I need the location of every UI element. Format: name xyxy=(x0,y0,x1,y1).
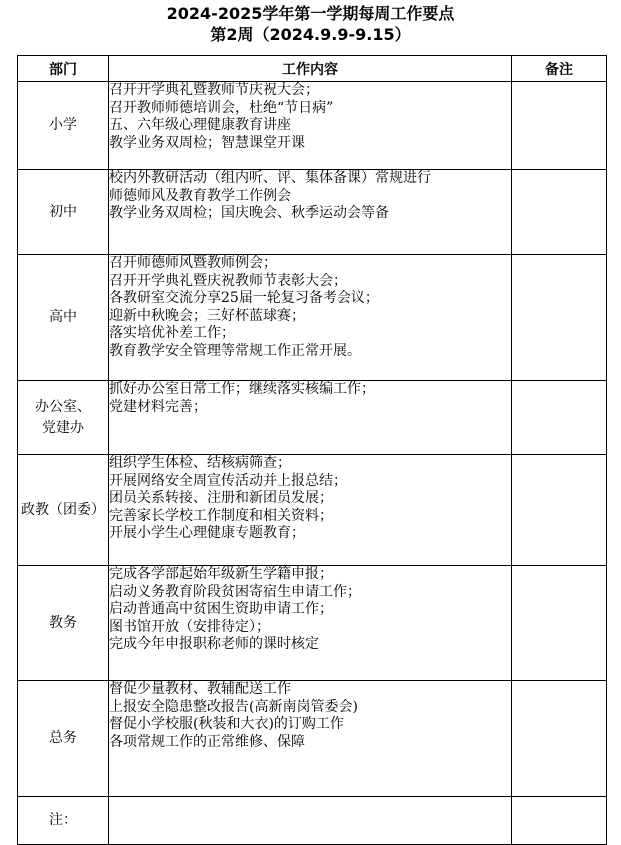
department-name: 高中 xyxy=(49,309,77,325)
department-cell xyxy=(18,566,109,681)
work-item: 各教研室交流分享25届一轮复习备考会议； xyxy=(109,290,379,306)
department-name: 政教（团委） xyxy=(21,501,105,518)
work-item: 组织学生体检、结核病筛查； xyxy=(109,455,291,471)
work-item: 教学业务双周检；智慧课堂开课 xyxy=(109,134,305,151)
work-item: 团员关系转接、注册和新团员发展； xyxy=(109,490,333,506)
work-item: 启动义务教育阶段贫困寄宿生申请工作； xyxy=(109,583,361,600)
remark-cell xyxy=(512,381,607,455)
header-remarks: 备注 xyxy=(512,56,607,82)
note-label: 注： xyxy=(18,797,109,845)
work-item: 完善家长学校工作制度和相关资料； xyxy=(109,507,333,524)
work-item: 教育教学安全管理等常规工作正常开展。 xyxy=(109,342,361,359)
work-item: 迎新中秋晚会；三好杯蓝球赛； xyxy=(109,307,305,324)
work-item: 图书馆开放（安排待定）； xyxy=(109,618,270,635)
header-content: 工作内容 xyxy=(109,56,512,82)
work-item: 落实培优补差工作； xyxy=(109,325,235,341)
table-row xyxy=(18,255,607,381)
work-item: 召开教师师德培训会，杜绝“节日病” xyxy=(109,99,334,116)
page-title: 2024-2025学年第一学期每周工作要点 xyxy=(166,4,455,23)
department-name: 初中 xyxy=(49,203,77,220)
work-item: 完成今年申报职称老师的课时核定 xyxy=(109,636,319,652)
work-item: 抓好办公室日常工作；继续落实核编工作； xyxy=(109,381,375,397)
work-item: 校内外教研活动（组内听、评、集体备课）常规进行 xyxy=(109,170,431,186)
work-item: 教学业务双周检；国庆晚会、秋季运动会等备 xyxy=(109,205,389,221)
table-row xyxy=(18,82,607,170)
work-item: 完成各学部起始年级新生学籍申报； xyxy=(109,566,333,582)
department-name: 办公室、 xyxy=(35,398,91,415)
work-content-cell xyxy=(109,170,512,255)
remark-cell xyxy=(512,255,607,381)
work-item: 开展网络安全周宣传活动并上报总结； xyxy=(109,472,347,489)
work-item: 召开开学典礼暨庆祝教师节表彰大会； xyxy=(109,272,347,289)
header-department: 部门 xyxy=(18,56,109,82)
table-row xyxy=(18,381,607,455)
table-header-row xyxy=(18,56,607,82)
work-item: 各项常规工作的正常维修、保障 xyxy=(109,733,305,750)
work-content-cell xyxy=(109,681,512,797)
department-name: 小学 xyxy=(49,117,77,133)
table-row xyxy=(18,170,607,255)
work-content-cell xyxy=(109,381,512,455)
remark-cell xyxy=(512,455,607,566)
table-row xyxy=(18,681,607,797)
work-item: 上报安全隐患整改报告(高新南岗管委会) xyxy=(109,698,358,715)
work-item: 五、六年级心理健康教育讲座 xyxy=(109,117,291,133)
work-item: 启动普通高中贫困生资助申请工作； xyxy=(109,601,333,617)
department-cell xyxy=(18,255,109,381)
department-name: 教务 xyxy=(49,614,77,631)
work-item: 督促少量教材、教辅配送工作 xyxy=(109,681,291,697)
department-cell xyxy=(18,170,109,255)
work-item: 师德师风及教育教学工作例会 xyxy=(109,187,291,204)
department-cell xyxy=(18,381,109,455)
work-item: 开展小学生心理健康专题教育； xyxy=(109,525,305,541)
remark-cell xyxy=(512,681,607,797)
note-remark-cell xyxy=(512,797,607,845)
table-row xyxy=(18,455,607,566)
work-item: 召开开学典礼暨教师节庆祝大会； xyxy=(109,82,319,98)
work-content-cell xyxy=(109,566,512,681)
remark-cell xyxy=(512,82,607,170)
department-name: 总务 xyxy=(49,730,77,746)
department-cell xyxy=(18,455,109,566)
work-item: 党建材料完善； xyxy=(109,398,207,415)
department-name: 党建办 xyxy=(42,419,84,436)
work-item: 召开师德师风暨教师例会； xyxy=(109,255,277,271)
work-item: 督促小学校服(秋装和大衣)的订购工作 xyxy=(109,716,344,732)
work-content-cell xyxy=(109,455,512,566)
department-cell xyxy=(18,82,109,170)
work-content-cell xyxy=(109,82,512,170)
footer-note-row xyxy=(18,797,607,845)
work-content-cell xyxy=(109,255,512,381)
remark-cell xyxy=(512,170,607,255)
work-plan-table xyxy=(17,55,607,845)
page-subtitle: 第2周（2024.9.9-9.15） xyxy=(210,25,411,44)
remark-cell xyxy=(512,566,607,681)
note-content xyxy=(109,797,512,845)
table-row xyxy=(18,566,607,681)
department-cell xyxy=(18,681,109,797)
